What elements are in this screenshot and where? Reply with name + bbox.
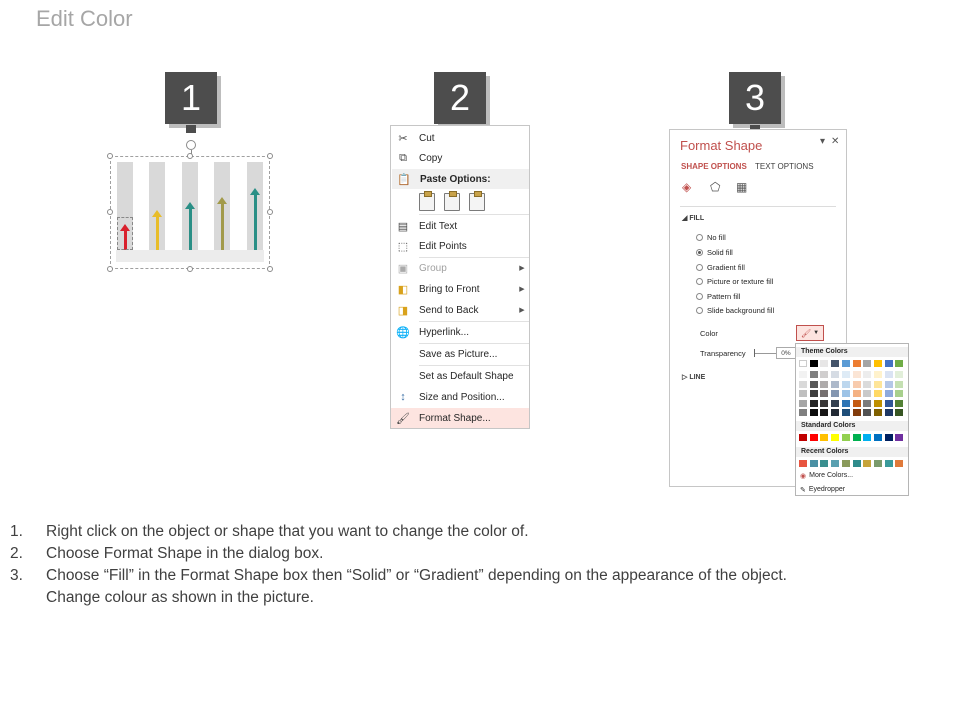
resize-handle-b[interactable] bbox=[187, 266, 193, 272]
theme-shade-swatch[interactable] bbox=[842, 390, 850, 397]
standard-color-swatch[interactable] bbox=[799, 434, 807, 441]
line-section-label: LINE bbox=[689, 374, 706, 381]
recent-color-swatch[interactable] bbox=[799, 460, 807, 467]
menu-item-send-to-back-label: Send to Back bbox=[419, 304, 479, 316]
paste-destination-theme-icon[interactable] bbox=[444, 193, 460, 211]
theme-shade-swatch[interactable] bbox=[885, 409, 893, 416]
radio-picture-texture-fill[interactable] bbox=[696, 275, 773, 287]
theme-shade-swatch[interactable] bbox=[842, 381, 850, 388]
theme-shade-swatch[interactable] bbox=[853, 400, 861, 407]
submenu-arrow-icon[interactable]: ▶ bbox=[519, 307, 525, 314]
theme-shade-swatch[interactable] bbox=[895, 409, 903, 416]
menu-item-group-label: Group bbox=[419, 262, 447, 274]
theme-shade-swatch[interactable] bbox=[810, 381, 818, 388]
theme-color-swatch[interactable] bbox=[810, 360, 818, 367]
theme-shade-swatch[interactable] bbox=[874, 390, 882, 397]
pane-divider bbox=[680, 206, 836, 207]
theme-shade-swatch[interactable] bbox=[885, 371, 893, 378]
collapse-triangle-icon: ◢ bbox=[682, 215, 690, 222]
theme-shade-swatch[interactable] bbox=[799, 381, 807, 388]
resize-handle-t[interactable] bbox=[187, 153, 193, 159]
theme-shade-swatch[interactable] bbox=[853, 409, 861, 416]
more-colors-link[interactable] bbox=[800, 470, 853, 481]
paste-keep-source-icon[interactable] bbox=[419, 193, 435, 211]
blank-icon bbox=[395, 347, 411, 361]
step-badge-3: 3 bbox=[729, 72, 781, 124]
standard-color-swatch[interactable] bbox=[874, 434, 882, 441]
page-title: Edit Color bbox=[36, 6, 133, 31]
edit-points-icon: ⬚ bbox=[397, 240, 409, 253]
transparency-input[interactable]: 0% bbox=[776, 347, 796, 359]
radio-slide-background-fill[interactable] bbox=[696, 304, 774, 316]
bring-front-icon: ◧ bbox=[397, 283, 409, 296]
theme-shade-swatch[interactable] bbox=[863, 409, 871, 416]
theme-color-swatch[interactable] bbox=[895, 360, 903, 367]
resize-handle-br[interactable] bbox=[267, 266, 273, 272]
theme-shade-swatch[interactable] bbox=[799, 371, 807, 378]
pane-options-dropdown-icon[interactable]: ▾ bbox=[820, 136, 826, 147]
theme-shade-swatch[interactable] bbox=[842, 409, 850, 416]
arrow-stem bbox=[189, 208, 192, 250]
theme-shade-swatch[interactable] bbox=[820, 409, 828, 416]
instruction-item bbox=[10, 521, 950, 543]
instruction-text: Choose Format Shape in the dialog box. bbox=[46, 545, 324, 562]
tab-text-options[interactable]: TEXT OPTIONS bbox=[755, 162, 814, 171]
menu-item-size-position-label: Size and Position... bbox=[419, 391, 505, 403]
standard-color-swatch[interactable] bbox=[895, 434, 903, 441]
chevron-down-icon: ▼ bbox=[813, 330, 820, 336]
arrow-stem bbox=[221, 203, 224, 250]
resize-handle-bl[interactable] bbox=[107, 266, 113, 272]
menu-separator bbox=[419, 214, 529, 215]
radio-pattern-fill-label: Pattern fill bbox=[707, 291, 741, 301]
menu-item-set-default-shape[interactable] bbox=[391, 366, 529, 386]
resize-handle-tl[interactable] bbox=[107, 153, 113, 159]
inner-shape-selection bbox=[117, 217, 133, 250]
recent-color-swatch[interactable] bbox=[831, 460, 839, 467]
theme-shade-swatch[interactable] bbox=[885, 400, 893, 407]
format-shape-title: Format Shape bbox=[680, 138, 763, 153]
eyedropper-link[interactable] bbox=[800, 484, 845, 495]
radio-pattern-fill-control[interactable] bbox=[696, 293, 703, 300]
menu-item-save-as-picture[interactable] bbox=[391, 344, 529, 364]
instructions-list bbox=[10, 521, 950, 609]
theme-shade-swatch[interactable] bbox=[831, 400, 839, 407]
standard-colors-header: Standard Colors bbox=[796, 421, 908, 431]
theme-shade-swatch[interactable] bbox=[810, 390, 818, 397]
recent-colors-header: Recent Colors bbox=[796, 447, 908, 457]
instruction-number bbox=[10, 587, 46, 609]
theme-shade-swatch[interactable] bbox=[831, 409, 839, 416]
arrow-stem bbox=[254, 194, 257, 250]
theme-shade-swatch[interactable] bbox=[853, 371, 861, 378]
instruction-number: 1. bbox=[10, 523, 23, 540]
theme-shade-swatch[interactable] bbox=[810, 371, 818, 378]
theme-color-swatch[interactable] bbox=[820, 360, 828, 367]
recent-color-swatch[interactable] bbox=[895, 460, 903, 467]
radio-slide-background-fill-label: Slide background fill bbox=[707, 305, 775, 315]
tab-shape-options[interactable]: SHAPE OPTIONS bbox=[681, 162, 747, 171]
menu-item-copy-label: Copy bbox=[419, 152, 443, 164]
recent-color-swatch[interactable] bbox=[853, 460, 861, 467]
recent-color-swatch[interactable] bbox=[863, 460, 871, 467]
theme-shade-swatch[interactable] bbox=[810, 400, 818, 407]
menu-paste-options-header bbox=[392, 169, 529, 189]
theme-shade-swatch[interactable] bbox=[885, 381, 893, 388]
color-wheel-icon: ◉ bbox=[800, 472, 807, 480]
theme-shade-swatch[interactable] bbox=[874, 409, 882, 416]
recent-color-swatch[interactable] bbox=[820, 460, 828, 467]
hyperlink-icon: 🌐 bbox=[396, 326, 410, 339]
radio-no-fill-label: No fill bbox=[707, 232, 726, 242]
theme-shade-swatch[interactable] bbox=[863, 371, 871, 378]
theme-color-swatch[interactable] bbox=[799, 360, 807, 367]
theme-shade-swatch[interactable] bbox=[885, 390, 893, 397]
menu-paste-options-label: Paste Options: bbox=[420, 173, 491, 185]
theme-shade-swatch[interactable] bbox=[842, 400, 850, 407]
theme-color-swatch[interactable] bbox=[874, 360, 882, 367]
radio-no-fill-control[interactable] bbox=[696, 234, 703, 241]
send-back-icon: ◨ bbox=[397, 304, 409, 317]
menu-item-size-position[interactable] bbox=[391, 387, 529, 407]
fill-line-icon[interactable]: ◈ bbox=[682, 180, 692, 194]
arrow-head bbox=[152, 210, 162, 217]
menu-item-edit-points-label: Edit Points bbox=[419, 240, 467, 252]
theme-shade-swatch[interactable] bbox=[863, 381, 871, 388]
arrow-stem bbox=[156, 216, 159, 250]
arrow-head bbox=[185, 202, 195, 209]
rotate-handle[interactable] bbox=[186, 140, 196, 150]
blank-icon bbox=[395, 369, 411, 383]
paste-picture-icon[interactable] bbox=[469, 193, 485, 211]
standard-color-swatch[interactable] bbox=[885, 434, 893, 441]
arrow-head bbox=[217, 197, 227, 204]
instruction-text: Change colour as shown in the picture. bbox=[46, 589, 314, 606]
radio-solid-fill-control[interactable] bbox=[696, 249, 703, 256]
menu-item-edit-points[interactable] bbox=[391, 236, 529, 256]
eyedropper-label: Eyedropper bbox=[808, 486, 846, 493]
radio-gradient-fill[interactable] bbox=[696, 261, 745, 273]
copy-icon: ⧉ bbox=[399, 151, 407, 164]
color-palette-dropdown bbox=[795, 343, 909, 496]
resize-handle-l[interactable] bbox=[107, 209, 113, 215]
menu-item-cut[interactable] bbox=[391, 128, 529, 148]
line-section-header[interactable] bbox=[682, 373, 705, 381]
color-label: Color bbox=[700, 329, 718, 338]
more-colors-label: More Colors... bbox=[809, 472, 854, 479]
theme-shade-swatch[interactable] bbox=[895, 371, 903, 378]
standard-color-swatch[interactable] bbox=[853, 434, 861, 441]
instruction-item bbox=[10, 587, 950, 609]
menu-item-save-as-picture-label: Save as Picture... bbox=[419, 348, 498, 360]
edit-text-icon: ▤ bbox=[397, 220, 409, 233]
standard-color-swatch[interactable] bbox=[820, 434, 828, 441]
standard-color-swatch[interactable] bbox=[863, 434, 871, 441]
standard-color-swatch[interactable] bbox=[831, 434, 839, 441]
theme-color-swatch[interactable] bbox=[863, 360, 871, 367]
selected-bar-chart-object[interactable] bbox=[108, 140, 272, 272]
theme-shade-swatch[interactable] bbox=[820, 371, 828, 378]
theme-color-swatch[interactable] bbox=[831, 360, 839, 367]
recent-color-swatch[interactable] bbox=[874, 460, 882, 467]
scissors-icon: ✂ bbox=[398, 132, 408, 145]
radio-solid-fill-label: Solid fill bbox=[707, 247, 733, 257]
theme-shade-swatch[interactable] bbox=[842, 371, 850, 378]
theme-shade-swatch[interactable] bbox=[810, 409, 818, 416]
theme-shade-swatch[interactable] bbox=[799, 409, 807, 416]
theme-shade-swatch[interactable] bbox=[831, 371, 839, 378]
effects-pentagon-icon[interactable]: ⬠ bbox=[710, 180, 721, 194]
size-properties-icon[interactable]: ▦ bbox=[736, 180, 748, 194]
theme-shade-swatch[interactable] bbox=[820, 400, 828, 407]
menu-item-bring-to-front[interactable] bbox=[391, 279, 529, 299]
submenu-arrow-icon[interactable]: ▶ bbox=[519, 286, 525, 293]
theme-shade-swatch[interactable] bbox=[895, 390, 903, 397]
radio-gradient-fill-label: Gradient fill bbox=[707, 262, 745, 272]
instruction-text: Choose “Fill” in the Format Shape box then “Solid” or “Gradient” depending on the appearance of the object. bbox=[46, 567, 787, 584]
step-badge-2: 2 bbox=[434, 72, 486, 124]
size-position-icon: ↕ bbox=[400, 391, 406, 403]
submenu-arrow-icon: ▶ bbox=[519, 265, 525, 272]
radio-solid-fill[interactable] bbox=[696, 246, 733, 258]
theme-shade-swatch[interactable] bbox=[863, 400, 871, 407]
menu-item-send-to-back[interactable] bbox=[391, 300, 529, 320]
theme-shade-swatch[interactable] bbox=[799, 400, 807, 407]
menu-item-bring-to-front-label: Bring to Front bbox=[419, 283, 480, 295]
radio-picture-texture-fill-label: Picture or texture fill bbox=[707, 276, 774, 286]
group-icon: ▣ bbox=[397, 262, 409, 275]
menu-item-set-default-shape-label: Set as Default Shape bbox=[419, 370, 514, 382]
instruction-item bbox=[10, 543, 950, 565]
theme-shade-swatch[interactable] bbox=[895, 400, 903, 407]
recent-color-swatch[interactable] bbox=[885, 460, 893, 467]
menu-item-edit-text-label: Edit Text bbox=[419, 220, 458, 232]
resize-handle-tr[interactable] bbox=[267, 153, 273, 159]
theme-shade-swatch[interactable] bbox=[831, 390, 839, 397]
recent-color-swatch[interactable] bbox=[810, 460, 818, 467]
theme-color-swatch[interactable] bbox=[842, 360, 850, 367]
instruction-number: 2. bbox=[10, 545, 23, 562]
step-badge-1: 1 bbox=[165, 72, 217, 124]
theme-shade-swatch[interactable] bbox=[853, 390, 861, 397]
paint-bucket-icon: 🖌 bbox=[800, 328, 812, 338]
close-icon[interactable]: ✕ bbox=[831, 136, 840, 147]
theme-color-swatch[interactable] bbox=[885, 360, 893, 367]
paste-icon: 📋 bbox=[397, 173, 411, 186]
instruction-item bbox=[10, 565, 950, 587]
menu-item-format-shape-label: Format Shape... bbox=[419, 412, 491, 424]
color-picker-button[interactable] bbox=[796, 325, 824, 341]
theme-shade-swatch[interactable] bbox=[799, 390, 807, 397]
radio-no-fill[interactable] bbox=[696, 231, 726, 243]
standard-color-swatch[interactable] bbox=[810, 434, 818, 441]
theme-color-swatch[interactable] bbox=[853, 360, 861, 367]
menu-item-cut-label: Cut bbox=[419, 132, 435, 144]
instruction-text: Right click on the object or shape that you want to change the color of. bbox=[46, 523, 529, 540]
fill-section-label: FILL bbox=[689, 215, 705, 222]
format-shape-icon: 🖌 bbox=[396, 412, 410, 425]
transparency-slider-thumb[interactable] bbox=[754, 349, 755, 357]
instruction-number: 3. bbox=[10, 567, 23, 584]
radio-slide-background-fill-control[interactable] bbox=[696, 307, 703, 314]
theme-shade-swatch[interactable] bbox=[820, 381, 828, 388]
theme-shade-swatch[interactable] bbox=[895, 381, 903, 388]
theme-shade-swatch[interactable] bbox=[831, 381, 839, 388]
chart-base bbox=[116, 250, 264, 262]
menu-item-hyperlink[interactable] bbox=[391, 322, 529, 342]
theme-shade-swatch[interactable] bbox=[874, 381, 882, 388]
menu-item-edit-text[interactable] bbox=[391, 216, 529, 236]
eyedropper-icon: ✎ bbox=[800, 486, 806, 494]
theme-shade-swatch[interactable] bbox=[863, 390, 871, 397]
fill-section-header[interactable] bbox=[682, 214, 704, 222]
recent-color-swatch[interactable] bbox=[842, 460, 850, 467]
resize-handle-r[interactable] bbox=[267, 209, 273, 215]
menu-item-copy[interactable] bbox=[391, 148, 529, 168]
radio-picture-texture-fill-control[interactable] bbox=[696, 278, 703, 285]
radio-gradient-fill-control[interactable] bbox=[696, 264, 703, 271]
theme-shade-swatch[interactable] bbox=[853, 381, 861, 388]
expand-triangle-icon: ▷ bbox=[682, 374, 690, 381]
menu-item-group bbox=[391, 258, 529, 278]
context-menu bbox=[390, 125, 530, 429]
arrow-head bbox=[250, 188, 260, 195]
theme-colors-header: Theme Colors bbox=[796, 347, 908, 357]
transparency-label: Transparency bbox=[700, 349, 746, 358]
standard-color-swatch[interactable] bbox=[842, 434, 850, 441]
theme-shade-swatch[interactable] bbox=[820, 390, 828, 397]
theme-shade-swatch[interactable] bbox=[874, 371, 882, 378]
menu-item-hyperlink-label: Hyperlink... bbox=[419, 326, 470, 338]
theme-shade-swatch[interactable] bbox=[874, 400, 882, 407]
menu-item-format-shape[interactable] bbox=[391, 408, 529, 428]
transparency-slider[interactable] bbox=[754, 353, 776, 354]
radio-pattern-fill[interactable] bbox=[696, 290, 740, 302]
